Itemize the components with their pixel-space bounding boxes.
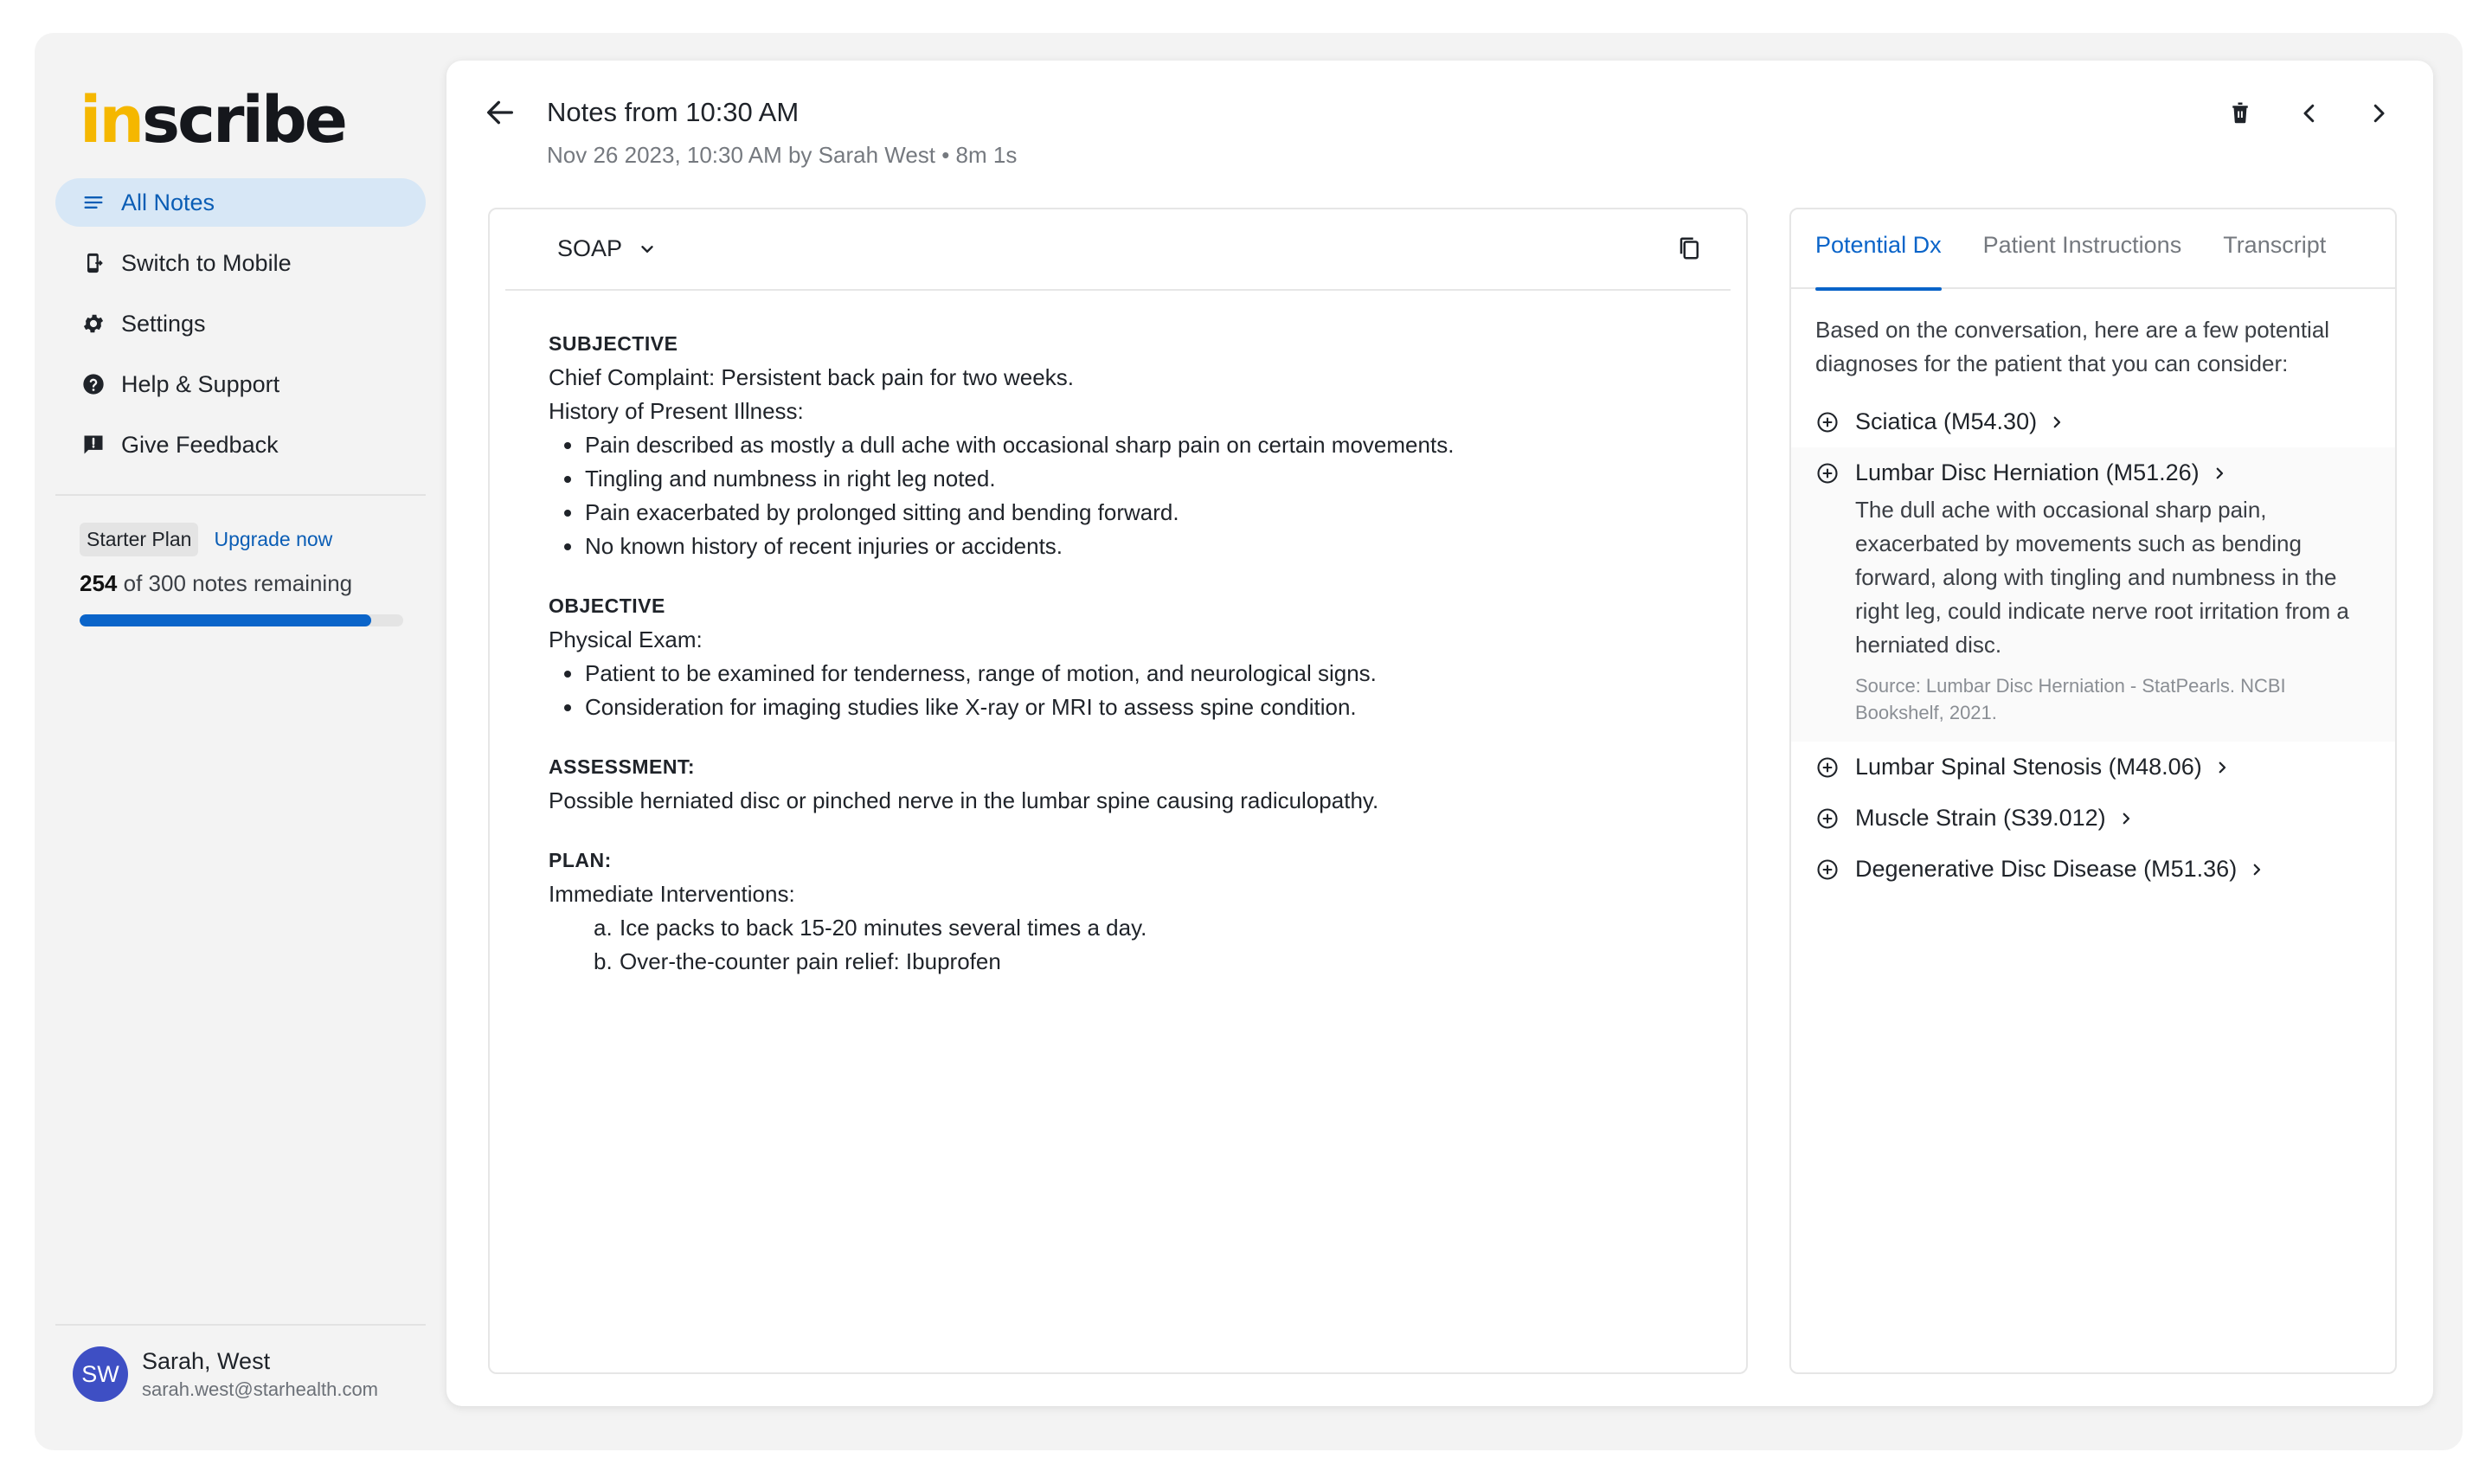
section-objective [549,589,1708,724]
dx-name: Degenerative Disc Disease (M51.36) [1855,856,2238,882]
chevron-right-icon [2212,466,2227,481]
exam-label: Physical Exam: [549,626,703,652]
delete-button[interactable] [2224,97,2257,130]
chevron-right-icon [2118,811,2134,826]
sidebar-item-help-support[interactable] [55,360,426,408]
sidebar-item-label: Give Feedback [121,431,279,458]
chevron-left-icon [2296,100,2322,126]
notes-progress-fill [80,614,371,626]
page-title: Notes from 10:30 AM [547,97,800,127]
add-circle-icon[interactable] [1815,410,1840,434]
note-panel [488,208,1748,1374]
user-name: Sarah, West [142,1347,271,1374]
section-assessment [549,750,1708,818]
section-heading: PLAN: [549,849,612,871]
hpi-label: History of Present Illness: [549,398,804,424]
list-item: No known history of recent injuries or accidents. [564,530,1708,563]
note-content[interactable] [549,327,1708,1005]
sidebar-nav [55,178,426,481]
feedback-icon [81,433,106,457]
chevron-right-icon [2366,100,2392,126]
avatar: SW [73,1346,128,1402]
insights-tabs [1791,209,2395,289]
note-header [505,209,1731,291]
chevron-right-icon [2249,862,2264,877]
dx-item-header[interactable] [1815,856,2371,883]
plan-badge: Starter Plan [80,523,198,556]
dx-item [1791,844,2395,895]
sidebar-item-label: Settings [121,310,206,337]
section-heading: OBJECTIVE [549,594,665,617]
dx-source: Source: Lumbar Disc Herniation - StatPearls. NCBI Bookshelf, 2021. [1855,675,2286,723]
list-icon [81,190,106,215]
template-select[interactable] [557,235,657,262]
sidebar-item-label: Switch to Mobile [121,249,292,276]
copy-icon [1677,235,1703,261]
next-note-button[interactable] [2362,97,2395,130]
section-heading: SUBJECTIVE [549,332,678,355]
note-meta: Nov 26 2023, 10:30 AM by Sarah West • 8m 1s [547,142,1018,168]
sidebar-divider-bottom [55,1324,426,1326]
tab-transcript[interactable]: Transcript [2223,232,2327,258]
add-circle-icon[interactable] [1815,461,1840,485]
dx-name: Lumbar Disc Herniation (M51.26) [1855,459,2200,485]
template-select-value: SOAP [557,235,623,261]
dx-name: Sciatica (M54.30) [1855,408,2038,434]
section-heading: ASSESSMENT: [549,755,696,778]
trash-icon [2227,100,2253,126]
brand-logo: inscribe [80,83,345,157]
sidebar-divider [55,494,426,496]
add-circle-icon[interactable] [1815,858,1840,882]
sidebar-item-label: Help & Support [121,370,280,397]
tab-potential-dx[interactable]: Potential Dx [1815,209,1942,289]
dx-name: Lumbar Spinal Stenosis (M48.06) [1855,754,2202,780]
arrow-left-icon [483,95,517,130]
sidebar-item-give-feedback[interactable] [55,421,426,469]
app-window [35,33,2463,1450]
dx-item-header[interactable] [1815,459,2371,486]
chief-complaint: Chief Complaint: Persistent back pain for two weeks. [549,364,1074,390]
section-subjective [549,327,1708,563]
help-icon [81,372,106,396]
previous-note-button[interactable] [2293,97,2326,130]
assessment-text: Possible herniated disc or pinched nerve in the lumbar spine causing radiculopathy. [549,787,1379,813]
notes-progress-bar [80,614,403,626]
mobile-icon [81,251,106,275]
list-item: Tingling and numbness in right leg noted. [564,462,1708,496]
note-detail-card [446,61,2433,1406]
user-profile[interactable] [73,1346,378,1402]
add-circle-icon[interactable] [1815,755,1840,780]
sidebar-item-switch-to-mobile[interactable] [55,239,426,287]
copy-button[interactable] [1677,235,1705,263]
insights-panel [1789,208,2397,1374]
dx-item-header[interactable] [1815,754,2371,781]
sidebar-item-settings[interactable] [55,299,426,348]
list-item: Pain described as mostly a dull ache with occasional sharp pain on certain movements. [564,428,1708,462]
dx-list [1791,396,2395,895]
chevron-down-icon [638,240,657,259]
sidebar-item-all-notes[interactable] [55,178,426,227]
dx-description: The dull ache with occasional sharp pain, exacerbated by movements such as bending forward, along with tingling and numbness in the right leg, could indicate nerve root irritation from a herniated disc. [1855,497,2349,658]
notes-remaining: 254 of 300 notes remaining [80,570,353,596]
dx-item [1791,742,2395,793]
plan-summary [80,523,408,626]
plan-intro: Immediate Interventions: [549,881,795,907]
gear-icon [81,312,106,336]
note-actions [2224,97,2395,130]
user-email: sarah.west@starhealth.com [142,1378,379,1400]
upgrade-link[interactable]: Upgrade now [214,528,333,550]
dx-item [1791,396,2395,447]
list-item: a. Ice packs to back 15-20 minutes several times a day. [594,915,1147,941]
list-item: b. Over-the-counter pain relief: Ibuprofen [594,948,1001,974]
list-item: Pain exacerbated by prolonged sitting and bending forward. [564,496,1708,530]
dx-item-header[interactable] [1815,805,2371,832]
add-circle-icon[interactable] [1815,806,1840,831]
section-plan [549,844,1708,979]
dx-item [1791,793,2395,844]
list-item: Patient to be examined for tenderness, range of motion, and neurological signs. [564,657,1708,691]
dx-intro: Based on the conversation, here are a few potential diagnoses for the patient that you can consider: [1815,317,2330,376]
tab-patient-instructions[interactable]: Patient Instructions [1982,232,2182,258]
chevron-right-icon [2049,414,2065,430]
dx-item-header[interactable] [1815,408,2371,435]
sidebar [35,33,446,1450]
list-item: Consideration for imaging studies like X-ray or MRI to assess spine condition. [564,691,1708,724]
dx-item-expanded [1791,447,2395,742]
dx-name: Muscle Strain (S39.012) [1855,805,2106,831]
chevron-right-icon [2214,760,2230,775]
sidebar-item-label: All Notes [121,189,215,215]
back-button[interactable] [483,95,517,130]
